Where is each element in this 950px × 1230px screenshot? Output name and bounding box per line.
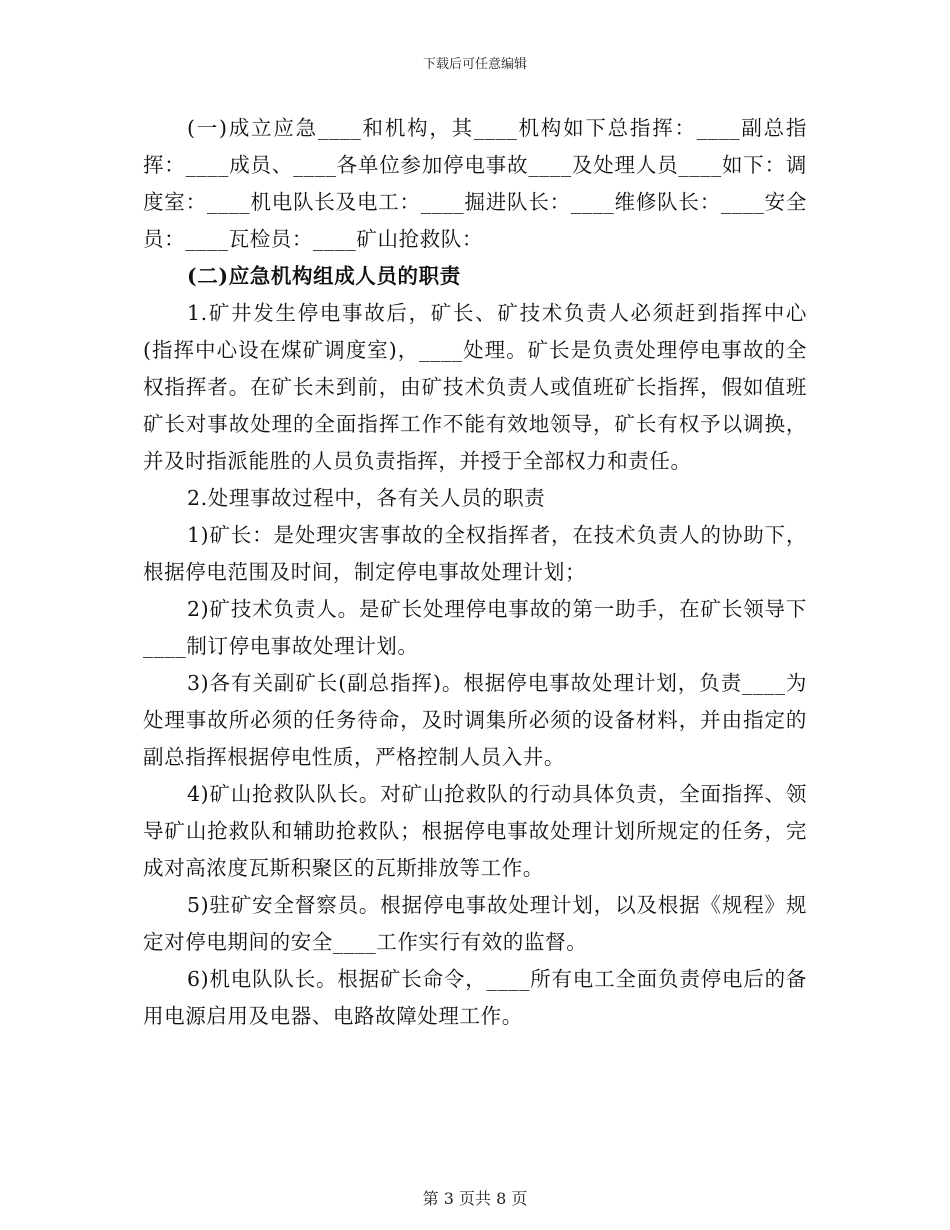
paragraph-item-1: 1.矿井发生停电事故后，矿长、矿技术负责人必须赶到指挥中心(指挥中心设在煤矿调度室)，____处理。矿长是负责处理停电事故的全权指挥者。在矿长未到前，由矿技术负责人或值班矿长指挥，假如值班矿长对事故处理的全面指挥工作不能有效地领导，矿长有权予以调换，并及时指派能胜的人员负责指挥，并授于全部权力和责任。 bbox=[143, 301, 807, 473]
section-heading-duties: (二)应急机构组成人员的职责 bbox=[187, 264, 461, 288]
paragraph-item-2: 2.处理事故过程中，各有关人员的职责 bbox=[187, 486, 546, 510]
paragraph-organization: (一)成立应急____和机构，其____机构如下总指挥：____副总指挥：____成员、____各单位参加停电事故____及处理人员____如下：调度室：____机电队长及电工：____掘进队长：____维修队长：____安全员：____瓦检员：____矿山抢救队： bbox=[143, 116, 807, 251]
page-header: 下载后可任意编辑 bbox=[422, 57, 527, 72]
paragraph-rescue-captain: 4)矿山抢救队队长。对矿山抢救队的行动具体负责，全面指挥、领导矿山抢救队和辅助抢救队；根据停电事故处理计划所规定的任务，完成对高浓度瓦斯积聚区的瓦斯排放等工作。 bbox=[143, 782, 807, 880]
paragraph-deputy-directors: 3)各有关副矿长(副总指挥)。根据停电事故处理计划，负责____为处理事故所必须的任务待命，及时调集所必须的设备材料，并由指定的副总指挥根据停电性质，严格控制人员入井。 bbox=[143, 671, 807, 769]
paragraph-mine-director: 1)矿长：是处理灾害事故的全权指挥者，在技术负责人的协助下，根据停电范围及时间，制定停电事故处理计划； bbox=[143, 523, 807, 584]
paragraph-technical-lead: 2)矿技术负责人。是矿长处理停电事故的第一助手，在矿长领导下____制订停电事故处理计划。 bbox=[143, 597, 807, 658]
paragraph-safety-inspector: 5)驻矿安全督察员。根据停电事故处理计划，以及根据《规程》规定对停电期间的安全____工作实行有效的监督。 bbox=[143, 893, 807, 954]
paragraph-electrical-captain: 6)机电队队长。根据矿长命令，____所有电工全面负责停电后的备用电源启用及电器、电路故障处理工作。 bbox=[143, 967, 807, 1028]
page-footer: 第 3 页共 8 页 bbox=[422, 1189, 528, 1208]
document-body bbox=[143, 110, 807, 1035]
